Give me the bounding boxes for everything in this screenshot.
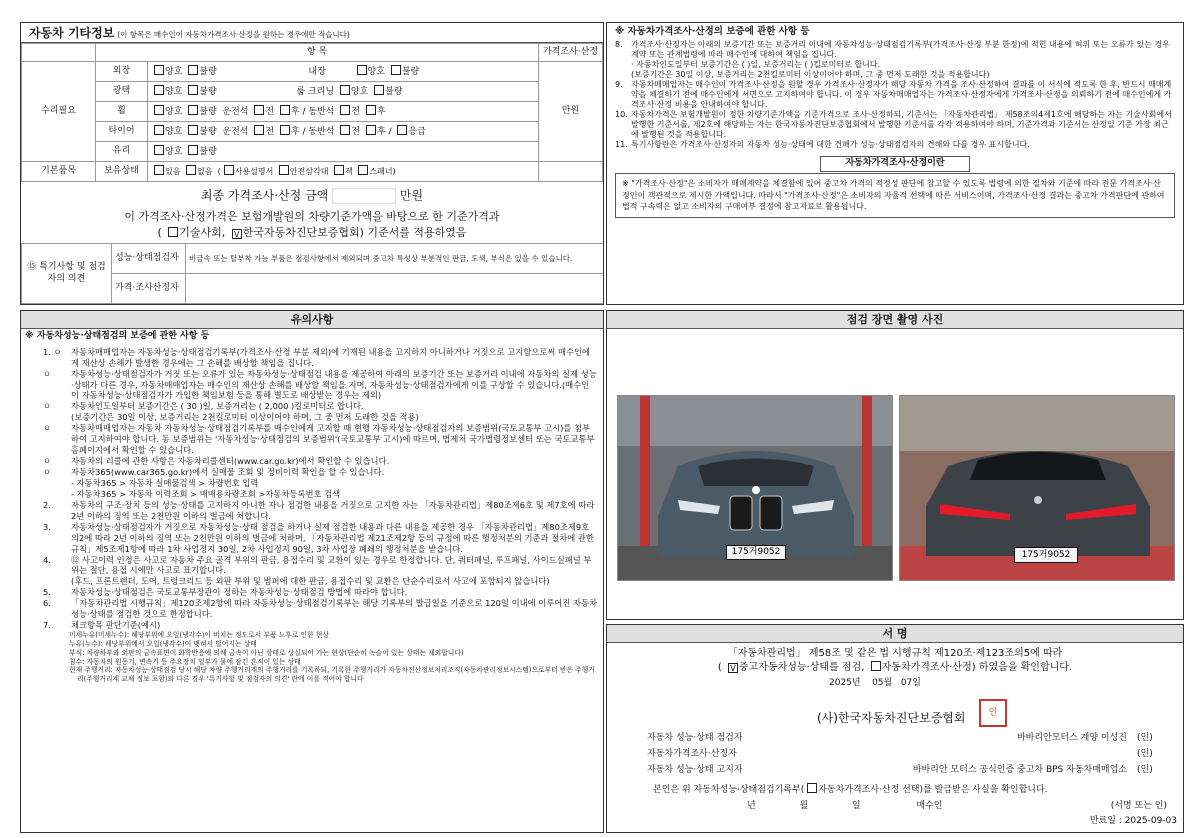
note-item-number [43,412,71,423]
row-label: 룸 크리닝 [296,86,335,97]
warranty-item [615,140,1175,150]
checkbox[interactable] [280,105,290,115]
note-item [43,467,597,478]
checkbox[interactable] [154,105,164,115]
notes-panel [20,310,604,833]
note-item-text: 자동차매매업자는 자동차 자동차성능·상태점검기록부를 매수인에게 고지할 때 현행 자동차성능·상태점검자의 보증범위(국토교통부 고시)를 첨부하여 고지하여야 합니다. 동 보증범위는 '자동차성능·상태점검의 보증범위'(국토교통부 고시)에 따르며, 법제처 국가법령정보센터 또는 국토교통부 홈페이지에서 확인할 수 있습니다. [71,423,595,456]
note-item [43,522,597,555]
inspector-note: 비금속 또는 탈부착 가능 부품은 점검사항에서 제외되며 중고차 특성상 부분적인 판금, 도색, 부식은 있을 수 있습니다. [186,244,605,274]
note-item-number: 5. [43,587,51,598]
warranty-item-number [615,60,631,70]
notes-list [21,345,603,631]
note-item-number: 2. [43,499,51,510]
warranty-item-text: 특기사항란은 가격조사·산정자의 자동차 성능·상태에 대한 견해가 성능·상태점검자의 견해와 다를 경우 표시합니다. [631,140,1030,150]
row-label: 내장 [308,66,326,77]
warranty-item-text: (보증기간은 30일 이상, 보증거리는 2천킬로미터 이상이어야 하며, 그 중 먼저 도래한 것을 적용합니다) [631,70,990,80]
note-item-text: 자동차성능·상태점검자가 거짓 또는 오류가 있는 자동차성능·상태점검 내용을 제공하여 아래의 보증기간 또는 보증거리 이내에 자동차의 실제 성능·상태가 다른 경우, 자동차매매업자는 매수인의 재산상 손해를 배상할 책임을 지며, 자동차성능·상태점검자에게 이를 구상할 수 있습니다.(매수인이 자동차성능·상태점검자가 가입한 책임보험 등을 통해 별도로 배상받는 경우는 제외) [71,368,597,401]
opt-label: 사용설명서 [234,167,274,177]
checkbox[interactable] [188,105,198,115]
receipt-date-row [747,801,1167,813]
pricing-warranty-panel [606,22,1184,305]
note-item-text: 자동차의 리콜에 관한 사항은 자동차리콜센터(www.car.go.kr)에서 확인할 수 있습니다. [71,456,390,467]
opt-label: 있음 [165,167,181,177]
sig-month: 05월 [872,678,893,688]
buyer-label: 매수인 [916,801,943,811]
checkbox[interactable] [168,227,178,237]
note-item-text: 「자동차관리법 시행규칙」제120조제2항에 따라 자동차성능·상태점검기록부는 해당 기록부의 발급일을 기준으로 120일 이내에 이루어진 자동차 성능·상태를 점검한 것으로 한정합니다. [71,598,598,620]
buyer-sign-hint: (서명 또는 인) [1110,801,1167,811]
criteria-item: 미세누유(미세누수): 해당부위에 오일(냉각수)이 비치는 정도로서 부품 노후로 인한 현상 [69,631,329,640]
checkbox[interactable] [340,85,350,95]
warranty-item-number: 11. [615,140,628,150]
note-item [43,423,597,456]
receipt-year: 년 [747,801,756,811]
row-label: 휠 [96,102,148,122]
signature-row-label: 자동차 성능·상태 고지자 [647,765,743,776]
note-item-text: - 자동차365 > 자동차 이력조회 > 매매용차량조회 >자동차등록번호 검색 [71,488,341,499]
warranty-item [615,60,1175,70]
warranty-item [615,40,1175,60]
note-item [43,587,597,598]
opt-label: 불량 [385,86,403,97]
license-plate-rear: 175거9052 [1014,547,1078,563]
opt-label: 스패너 [369,167,393,177]
criteria-list [21,631,603,684]
signature-row [647,747,1165,763]
checkbox[interactable] [224,165,234,175]
checkbox[interactable] [254,125,264,135]
opt-label: 양호 [165,126,183,137]
opt-label: / 동반석 [302,126,335,137]
opt-label: / 동반석 [302,106,335,117]
note-item-number: ㅇ [43,423,52,434]
signature-line-2: ( V 중고자동차성능·상태를 점검, 자동차가격조사·산정) 하였음을 확인합니다. [717,662,1073,673]
criteria-item: 침수: 자동차의 원동기, 변속기 등 주요장치 일부가 물에 잠긴 흔적이 있는 상태 [69,657,301,666]
col-item-header: 항 목 [96,44,539,62]
checkbox[interactable] [340,125,350,135]
note-item [43,576,597,587]
note-item-number: 7. [43,620,51,631]
note-item-text: - 자동차365 > 자동차 실매물검색 > 차량번호 입력 [71,477,259,488]
final-price-label: 최종 가격조사·산정 금액 [200,188,329,203]
signature-date [607,678,1183,690]
row-label: 광택 [96,82,148,102]
warranty-item-text: · 자동차인도일부터 보증기간은 ( )일, 보증거리는 ( )킬로미터로 합니다. [631,60,881,70]
checkbox[interactable] [366,105,376,115]
signature-line-1: 「자동차관리법」 제58조 및 같은 법 시행규칙 제120조·제123조의5에 따라 [727,648,1063,659]
note-item-text: 자동차365(www.car365.go.kr)에서 실매물 조회 및 정비이력 확인을 할 수 있습니다. [71,467,385,477]
seal-mark: (인) [1137,733,1153,744]
note-item [43,412,597,423]
opt-label: 양호 [165,86,183,97]
warranty-title: ※ 자동차가격조사·산정의 보증에 관한 사항 등 [615,26,810,37]
basic-items-label: 기본품목 [22,162,96,182]
final-price-unit: 만원 [399,188,424,203]
note-item [43,500,597,522]
seal-mark: (인) [1137,749,1153,760]
basis-line-1: 이 가격조사·산정가격은 보험개발원의 차량기준가액을 바탕으로 한 기준가격과 [124,210,500,224]
signature-rows [647,731,1165,779]
checkbox[interactable] [334,165,344,175]
rear-car-photo [899,395,1175,581]
misc-subtitle: (이 항목은 매수인이 자동차가격조사·산정을 원하는 경우에만 적습니다) [117,30,350,39]
checkbox[interactable] [188,145,198,155]
warranty-item-text: 자동차가격은 보험개발원이 정한 차량기준가액을 기준가격으로 조사·산정하되, 기준서는 「자동차관리법」 제58조의4제1호에 해당하는 자는 기술사회에서 발행한 기준서를, 제2호에 해당하는 자는 한국자동차진단보증협회에서 발행한 기준서를 각각 적용하여야 하며, 기준가격과 기준서는 산정일 기준 가장 최근에 발행된 것을 적용합니다. [631,110,1172,140]
checkbox-checked[interactable]: V [728,663,738,673]
opt-label: 운전석 [222,106,249,117]
opt-label: 불량 [199,106,217,117]
opt-label: 후 [376,106,386,117]
row-label: 타이어 [96,122,148,142]
note-item-text: 자동차성능·상태점검자가 거짓으로 자동차성능·상태 점검을 하거나 실제 점검한 내용과 다른 내용을 제공한 경우 「자동차관리법」제80조제9호의2에 따라 2년 이하의 징역 또는 2천만원 이하의 벌금에 처하며, 「자동차관리법 제21조제2항 등의 규정에 따른 행정처분의 기준과 절차에 관한 규칙」제5조제1항에 따라 1차 사업정지 30일, 2차 사업정지 90일, 3차 사업장 폐쇄의 행정처분을 받습니다. [71,521,594,554]
row-label: 유리 [96,142,148,162]
note-item-text: 자동차성능·상태점검은 국토교통부장관이 정하는 자동차성능·상태점검 방법에 따라야 합니다. [71,587,408,598]
signature-title: 서 명 [607,625,1183,643]
note-item-number: ㅇ [43,368,52,379]
opt-label: 양호 [367,66,385,77]
basis-opt-1: 기술사회, [179,226,226,240]
note-item [43,478,597,489]
opt-label: 양호 [350,86,369,97]
note-item [43,620,597,631]
signature-row-label: 자동차가격조사·산정자 [647,749,737,760]
col-price-header: 가격조사·산정 [539,44,603,62]
warranty-item-text: 자동차매매업자는 매수인이 가격조사·산정을 원할 경우 가격조사·산정자가 해당 자동차 가격을 조사·산정하여 결과를 이 서식에 적도록 한 후, 반드시 매매계약을 체결하기 전에 매수인에게 서면으로 고지하여야 합니다. 이 경우 자동차매매업자는 가격조사·산정자에게 가격조사·산정을 의뢰하기 전에 매수인에게 가격조사·산정 비용을 안내하여야 합니다. [631,80,1172,110]
sig-year: 2025년 [829,678,861,688]
misc-title: 자동차 기타정보 [29,26,115,40]
opt-label: 전 [265,106,275,117]
association-name: (사)한국자동차진단보증협회 [817,711,966,725]
association-seal: 인 [979,699,1007,727]
price-unit: 만원 [539,62,603,162]
repair-label: 수리필요 [22,62,96,162]
front-car-photo [617,395,893,581]
checkbox[interactable] [374,85,384,95]
sig-opt-2: 자동차가격조사·산정) 하였음을 확인합니다. [881,662,1073,673]
special-notes-table [21,243,604,304]
receipt-text [653,783,1048,797]
opt-label: 전 [351,126,361,137]
note-item [43,555,597,577]
opt-label: 불량 [199,66,217,77]
final-price-field[interactable] [332,188,396,204]
receipt-a: 본인은 위 자동차성능·상태점검기록부( [653,785,805,795]
row-label: 보유상태 [96,162,148,182]
opt-label: 불량 [199,146,217,157]
opt-label: 전 [351,106,361,117]
note-item-number [43,478,71,489]
opt-label: 응급 [408,126,426,137]
checkbox[interactable] [154,125,164,135]
note-item-text: 자동차매매업자는 자동차성능·상태점검기록부(가격조사·산정 부분 제외)에 기재된 내용을 고지하지 아니하거나 거짓으로 고지함으로써 매수인에게 재산상 손해가 발생한 경우에는 그 손해를 배상할 책임을 집니다. [71,346,591,368]
note-item-number: 6. [43,598,51,609]
photos-title: 점검 장면 촬영 사진 [607,311,1183,329]
opt-label: 불량 [401,66,420,77]
note-item [43,456,597,467]
checkbox[interactable] [280,125,290,135]
checkbox[interactable] [154,65,164,75]
criteria-item: 누유(누수): 해당부위에서 오일(냉각수)이 맺혀서 떨어지는 상태 [69,639,257,648]
basis-opt-2: 한국자동차진단보증협회) 기준서를 적용하였음 [242,226,467,240]
note-item [43,598,597,620]
note-item [43,401,597,412]
checkbox[interactable] [358,165,368,175]
misc-table: 항 목 가격조사·산정 수리필요 외장 양호 불량 내장 양호 불량 만원 광택 양호 불량 룸 크리닝 양호 불량 휠 양호 불량 운전석 전 후 / 동반석 전 후 타이어 양호 불량 운전석 전 후 / 동반석 전 후 / 응급 유리 양호 불량 기본품목 보유상태 있음 없음 ( 사용설명서 안전삼각대 잭 스패너) [21,43,603,182]
opt-label: 후 [290,106,300,117]
checkbox[interactable] [186,165,196,175]
warranty-item-number: 8. [615,40,623,50]
checkbox[interactable] [340,105,350,115]
seal-mark: (인) [1137,765,1153,776]
signature-row-value: 바바리안모터스 계양 이성진 [1016,733,1127,744]
note-item [43,489,597,500]
note-item-text: (후드, 프론트펜더, 도어, 트렁크리드 등 외판 부위 및 범퍼에 대한 판금, 용접수리 및 교환은 단순수리로서 사고에 포함되지 않습니다) [71,576,550,587]
checkbox[interactable] [188,85,198,95]
opt-label: 안전삼각대 [289,167,329,177]
note-item [43,347,597,369]
signature-panel [606,624,1184,833]
signature-row [647,731,1165,747]
checkbox[interactable] [807,783,817,793]
opt-label: 불량 [199,126,217,137]
license-plate-front: 175거9052 [726,545,786,560]
checkbox-checked[interactable]: V [232,229,242,239]
checkbox[interactable] [154,145,164,155]
note-item-text: 체크항목 판단기준(예시) [71,620,161,631]
receipt-b: 자동차가격조사·산정 선택)를 발급받은 사실을 확인합니다. [818,785,1048,795]
warranty-item [615,110,1175,140]
signature-row [647,763,1165,779]
warranty-item [615,80,1175,110]
note-item-number: ㅇ [43,456,52,467]
final-price-row [21,188,603,204]
warranty-list [615,40,1175,150]
receipt-month: 월 [799,801,809,811]
pricer-label: 가격·조사산정자 [112,274,186,304]
warranty-item [615,70,1175,80]
note-item-number [43,576,71,587]
basis-line-2: ( 기술사회, V 한국자동차진단보증협회) 기준서를 적용하였음 [157,226,467,240]
photos-panel [606,310,1184,620]
checkbox[interactable] [154,165,164,175]
note-item [43,369,597,402]
warranty-item-number: 9. [615,80,623,90]
opt-label: 없음 [197,167,213,177]
receipt-day: 일 [851,801,861,811]
checkbox[interactable] [188,125,198,135]
note-item-number: 4. [43,554,51,565]
special-notes-label: ⑮ 특기사항 및 점검자의 의견 [22,244,112,304]
opt-label: 불량 [199,86,217,97]
checkbox[interactable] [154,85,164,95]
checkbox[interactable] [871,661,881,671]
notes-subtitle: ※ 자동차성능·상태점검의 보증에 관한 사항 등 [25,331,210,341]
note-item-number: 3. [43,521,51,532]
opt-label: 양호 [165,106,183,117]
checkbox[interactable] [397,125,407,135]
pricing-definition-text: ※ "가격조사·산정"은 소비자가 매매계약을 체결함에 있어 중고차 가격의 적정성 판단에 참고할 수 있도록 법령에 의한 절차와 기준에 따라 전문 가격조사·산정인이 객관적으로 제시한 가액입니다. 따라서 "가격조사·산정"은 소비자의 자율적 선택에 따른 서비스이며, 가격조사·산정 결과는 중고차 가격판단에 관하여 법적 구속력은 없고 소비자의 구매여부 결정에 참고자료로 활용됩니다. [615,173,1175,218]
checkbox[interactable] [391,65,401,75]
checkbox[interactable] [357,65,367,75]
pricing-definition-title: 자동차가격조사·산정이란 [820,156,970,172]
note-item-number [43,489,71,500]
expiry-date: 만료일 : 2025-09-03 [1089,816,1177,827]
note-item-text: 자동차의 구조·장치 등의 성능·상태를 고지하지 아니한 자나 점검한 내용을 거짓으로 고지한 자는 「자동차관리법」제80조제6호 및 제7호에 따라 2년 이하의 징역 또는 2천만원 이하의 벌금에 처합니다. [71,499,595,521]
note-item-text: 자동차인도일부터 보증기간은 ( 30 )일, 보증거리는 ( 2,000 )킬로미터로 합니다. [71,401,364,412]
notes-title: 유의사항 [21,311,603,329]
row-label: 외장 [96,62,148,82]
signature-row-value: 바바리안 모터스 공식인증 중고차 BPS 자동차매매업소 [912,765,1127,776]
warranty-item-text: 가격조사·산정자는 아래의 보증기간 또는 보증거리 이내에 자동차성능·상태점검기록부(가격조사·산정 부분 한정)에 적힌 내용에 허위 또는 오류가 있는 경우 계약 또는 관계법령에 따라 매수인에 대하여 책임을 집니다. [631,40,1170,60]
opt-label: 운전석 [222,126,249,137]
checkbox[interactable] [254,105,264,115]
opt-label: 양호 [165,66,183,77]
warranty-item-number: 10. [615,110,628,120]
sig-opt-1: 중고자동차성능·상태를 점검, [738,662,865,673]
opt-label: 전 [265,126,275,137]
opt-label: 후 [290,126,300,137]
signature-row-label: 자동차 성능·상태 점검자 [647,733,743,744]
warranty-item-number [615,70,631,80]
checkbox[interactable] [279,165,289,175]
opt-label: 잭 [345,167,353,177]
criteria-item: 현재 주행거리: 자동차성능·상태점검 당시 해당 차량 주행거리계의 주행거리를 기록하되, 기록한 주행거리가 자동차전산정보처리조직(자동차관리정보시스템)으로부터 받은 주행거리(주행거리계 교체 정보 포함)와 다른 경우 '특기사항 및 점검자의 의견' 란에 이를 적어야 합니다 [69,666,595,684]
note-item-text: (보증기간은 30일 이상, 보증거리는 2천킬로미터 이상이어야 하며, 그 중 먼저 도래한 것을 적용) [71,412,419,423]
opt-label: 후 [376,126,386,137]
inspector-label: 성능·상태점검자 [112,244,186,274]
note-item-number: ㅇ [43,401,52,412]
opt-label: 양호 [165,146,183,157]
checkbox[interactable] [366,125,376,135]
note-item-text: ⑫ 사고이력 인정은 사고로 자동차 주요 골격 부위의 판금, 용접수리 및 교환이 있는 경우로 한정합니다. 단, 쿼터패널, 루프패널, 사이드실패널 부위는 절단, 용접 시에만 사고로 표기합니다. [71,554,592,576]
note-item-number: ㅇ [43,467,52,477]
checkbox[interactable] [188,65,198,75]
vehicle-misc-info-panel [20,22,604,305]
criteria-item: 부식: 차량하부와 외판의 금속표면이 화학반응에 의해 금속이 아닌 상태로 상실되어 가는 현상(단순히 녹슬어 있는 상태는 제외합니다) [69,648,464,657]
note-item-number: 1. ㅇ [43,346,62,357]
sig-day: 07일 [900,678,921,688]
